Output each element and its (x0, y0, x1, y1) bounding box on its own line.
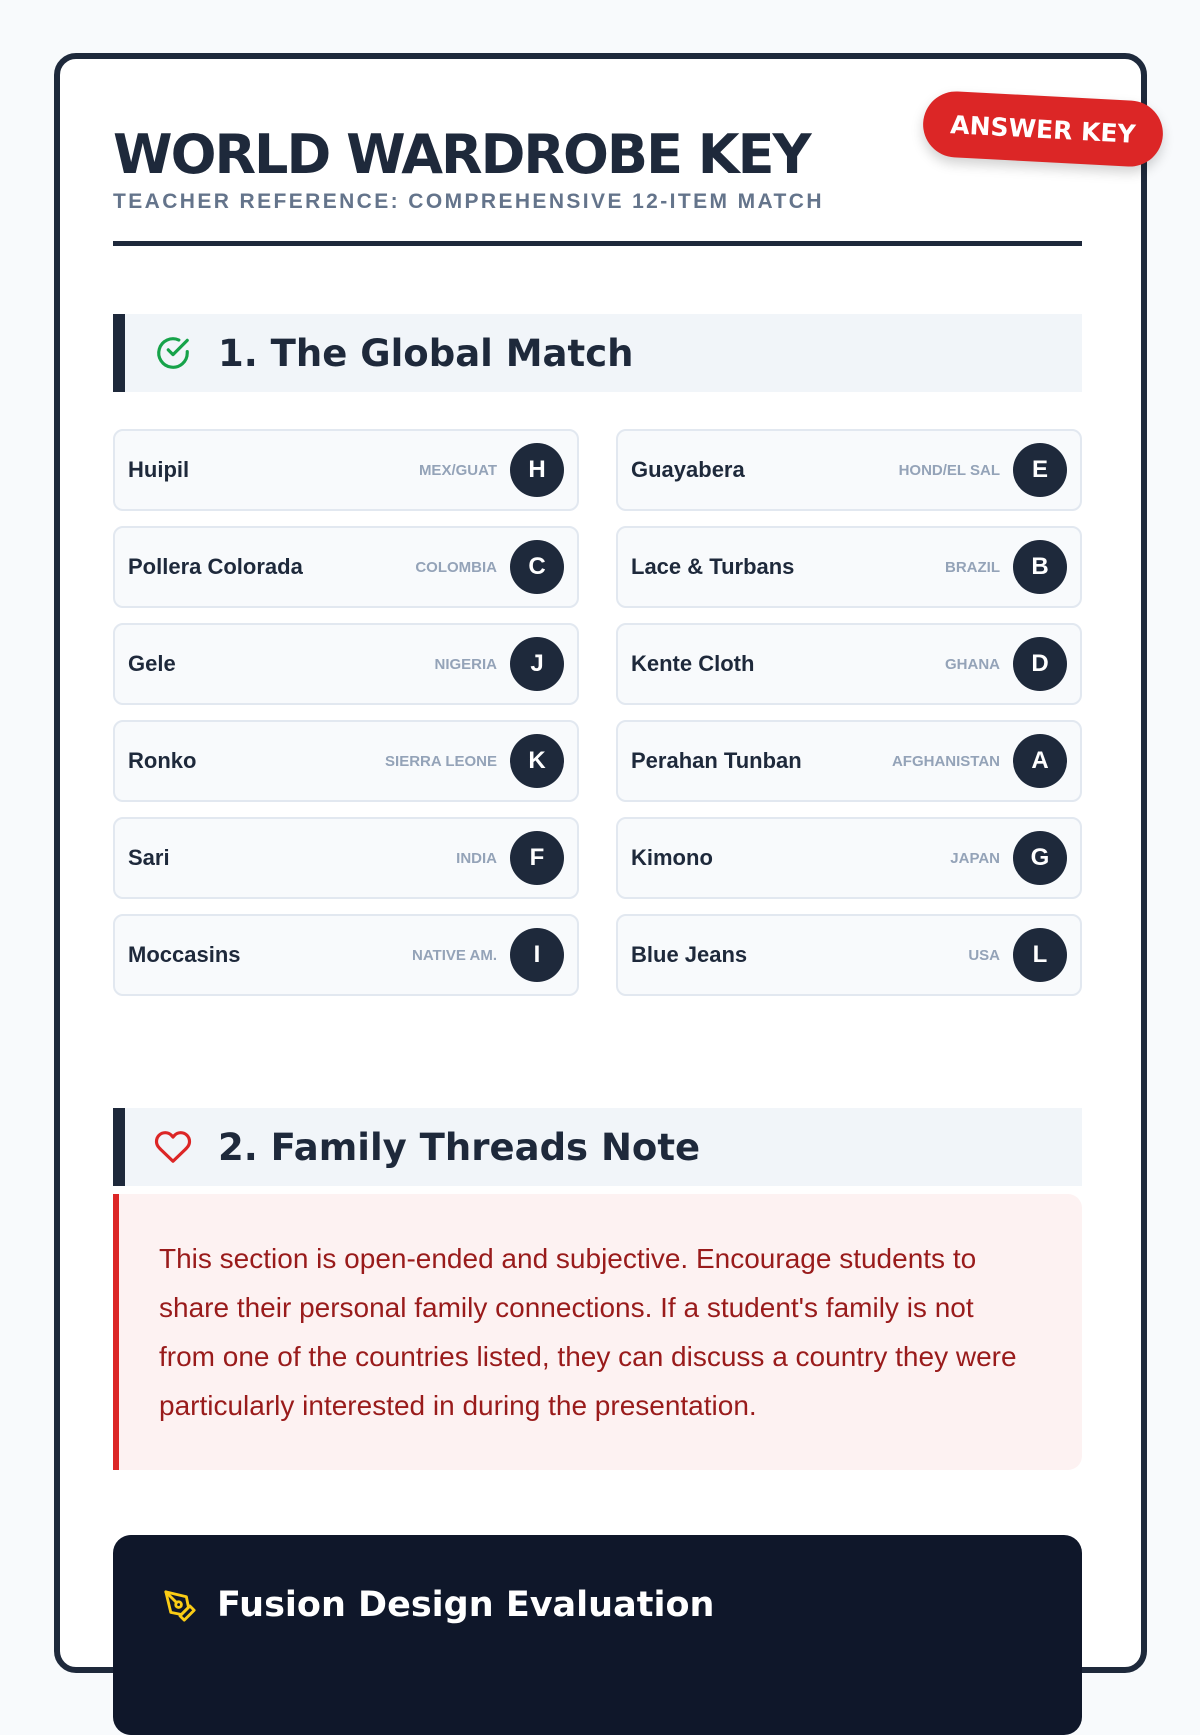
garment-name: Guayabera (631, 457, 745, 482)
section-title: 2. Family Threads Note (218, 1125, 701, 1169)
match-item (616, 720, 1082, 802)
answer-letter-badge: I (510, 928, 564, 982)
country-label: SIERRA LEONE (385, 752, 497, 770)
note-text: This section is open-ended and subjective. Encourage students to share their personal family connections. If a student's family is not from one of the countries listed, they can discuss a country they were particularly interested in during the presentation. (159, 1243, 1017, 1421)
garment-name: Kimono (631, 845, 713, 870)
page-title: WORLD WARDROBE KEY (113, 123, 810, 186)
section-global-match-header (113, 314, 1082, 392)
match-item (113, 720, 579, 802)
garment-name: Sari (128, 845, 170, 870)
country-label: JAPAN (950, 849, 1000, 867)
country-label: USA (968, 946, 1000, 964)
country-label: AFGHANISTAN (891, 752, 1000, 770)
country-label: MEX/GUAT (418, 461, 497, 479)
answer-letter-badge: J (510, 637, 564, 691)
answer-letter-badge: H (510, 443, 564, 497)
answer-key-stamp: ANSWER KEY (921, 90, 1164, 168)
answer-letter-badge: B (1013, 540, 1067, 594)
match-item (616, 429, 1082, 511)
match-item (616, 817, 1082, 899)
check-circle-icon (154, 334, 192, 372)
garment-name: Kente Cloth (631, 651, 755, 676)
match-item (113, 817, 579, 899)
garment-name: Lace & Turbans (631, 554, 795, 579)
section-family-threads-header (113, 1108, 1082, 1186)
match-item (113, 914, 579, 996)
answer-letter-badge: L (1013, 928, 1067, 982)
country-label: NIGERIA (434, 655, 497, 673)
fusion-design-panel (113, 1535, 1082, 1735)
match-grid (113, 429, 1082, 996)
garment-name: Huipil (128, 457, 190, 482)
family-threads-note (113, 1194, 1082, 1470)
match-item (113, 526, 579, 608)
match-item (113, 623, 579, 705)
answer-letter-badge: A (1013, 734, 1067, 788)
garment-name: Gele (128, 651, 176, 676)
answer-key-card (54, 53, 1147, 1673)
answer-letter-badge: D (1013, 637, 1067, 691)
country-label: NATIVE AM. (412, 946, 497, 964)
answer-letter-badge: C (510, 540, 564, 594)
answer-letter-badge: E (1013, 443, 1067, 497)
section-title: 1. The Global Match (218, 331, 634, 375)
heart-icon (154, 1128, 192, 1166)
page-subtitle: TEACHER REFERENCE: COMPREHENSIVE 12-ITEM MATCH (113, 190, 824, 213)
header-divider (113, 241, 1082, 246)
match-item (616, 623, 1082, 705)
answer-letter-badge: G (1013, 831, 1067, 885)
answer-letter-badge: K (510, 734, 564, 788)
country-label: HOND/EL SAL (898, 461, 1000, 479)
garment-name: Blue Jeans (631, 942, 748, 967)
garment-name: Ronko (128, 748, 197, 773)
match-item (616, 914, 1082, 996)
country-label: INDIA (456, 849, 497, 867)
match-item (113, 429, 579, 511)
garment-name: Moccasins (128, 942, 241, 967)
country-label: BRAZIL (945, 558, 1000, 576)
garment-name: Pollera Colorada (128, 554, 303, 579)
country-label: GHANA (945, 655, 1000, 673)
match-item (616, 526, 1082, 608)
section-title: Fusion Design Evaluation (217, 1585, 715, 1625)
pen-icon (163, 1589, 197, 1623)
country-label: COLOMBIA (415, 558, 497, 576)
garment-name: Perahan Tunban (631, 748, 802, 773)
answer-letter-badge: F (510, 831, 564, 885)
